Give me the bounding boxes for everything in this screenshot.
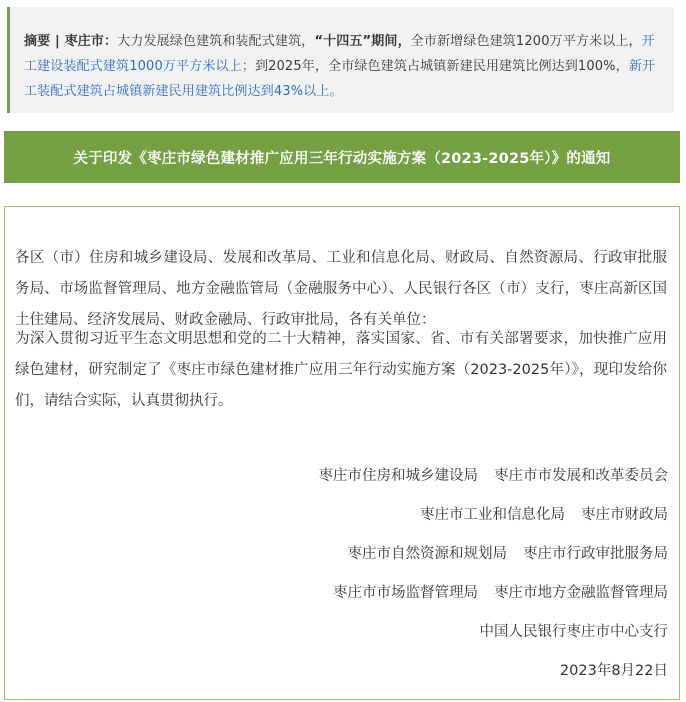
summary-blue-1: 开工建设装配式建筑1000万平方米以上； <box>24 34 655 74</box>
signatory-housing-bureau: 枣庄市住房和城乡建设局 <box>318 468 478 484</box>
signatory-line-5 <box>480 620 669 641</box>
summary-city: 枣庄市： <box>64 34 118 49</box>
signatory-peoples-bank: 中国人民银行枣庄市中心支行 <box>479 624 668 640</box>
summary-text-5: 到2025年，全市绿色建筑占城镇新建民用建筑比例达到100%， <box>254 59 629 74</box>
summary-text-3: 全市新增绿色建筑1200万平方米以上， <box>410 34 642 49</box>
notice-date: 2023年8月22日 <box>559 663 668 679</box>
signatory-line-2 <box>420 503 668 524</box>
summary-label: 摘要 | <box>24 34 65 49</box>
notice-title-bar <box>4 131 680 183</box>
signatory-market-regulation-bureau: 枣庄市市场监督管理局 <box>333 585 478 601</box>
summary-highlight: “十四五”期间， <box>314 34 411 49</box>
signatory-finance-bureau: 枣庄市财政局 <box>581 507 668 523</box>
signatory-development-commission: 枣庄市市发展和改革委员会 <box>494 468 668 484</box>
main-paragraph: 为深入贯彻习近平生态文明思想和党的二十大精神，落实国家、省、市有关部署要求，加快推广应用绿色建材，研究制定了《枣庄市绿色建材推广应用三年行动实施方案（2023-2025年）》，现印发给你们，请结合实际，认真贯彻执行。 <box>15 331 667 409</box>
summary-text-1: 大力发展绿色建筑和装配式建筑， <box>117 34 315 49</box>
notice-title: 关于印发《枣庄市绿色建材推广应用三年行动实施方案（2023-2025年）》的通知 <box>73 150 611 167</box>
signatory-financial-regulation-bureau: 枣庄市地方金融监督管理局 <box>494 585 668 601</box>
summary-box <box>7 7 674 113</box>
notice-body <box>4 206 680 700</box>
signatory-line-3 <box>348 542 669 563</box>
summary-text <box>24 29 666 104</box>
summary-blue-2: 新开工装配式建筑占城镇新建民用建筑比例达到43%以上。 <box>24 59 656 99</box>
signatory-industry-bureau: 枣庄市工业和信息化局 <box>420 507 565 523</box>
signatory-natural-resources-bureau: 枣庄市自然资源和规划局 <box>347 546 507 562</box>
signatory-line-4 <box>333 581 668 602</box>
signatory-line-1 <box>319 464 669 485</box>
addressees-paragraph: 各区（市）住房和城乡建设局、发展和改革局、工业和信息化局、财政局、自然资源局、行政审批服务局、市场监督管理局、地方金融监管局（金融服务中心）、人民银行各区（市）支行，枣庄高新区国土住建局、经济发展局、财政金融局、行政审批局，各有关单位： <box>15 250 667 328</box>
signatory-approval-bureau: 枣庄市行政审批服务局 <box>523 546 668 562</box>
